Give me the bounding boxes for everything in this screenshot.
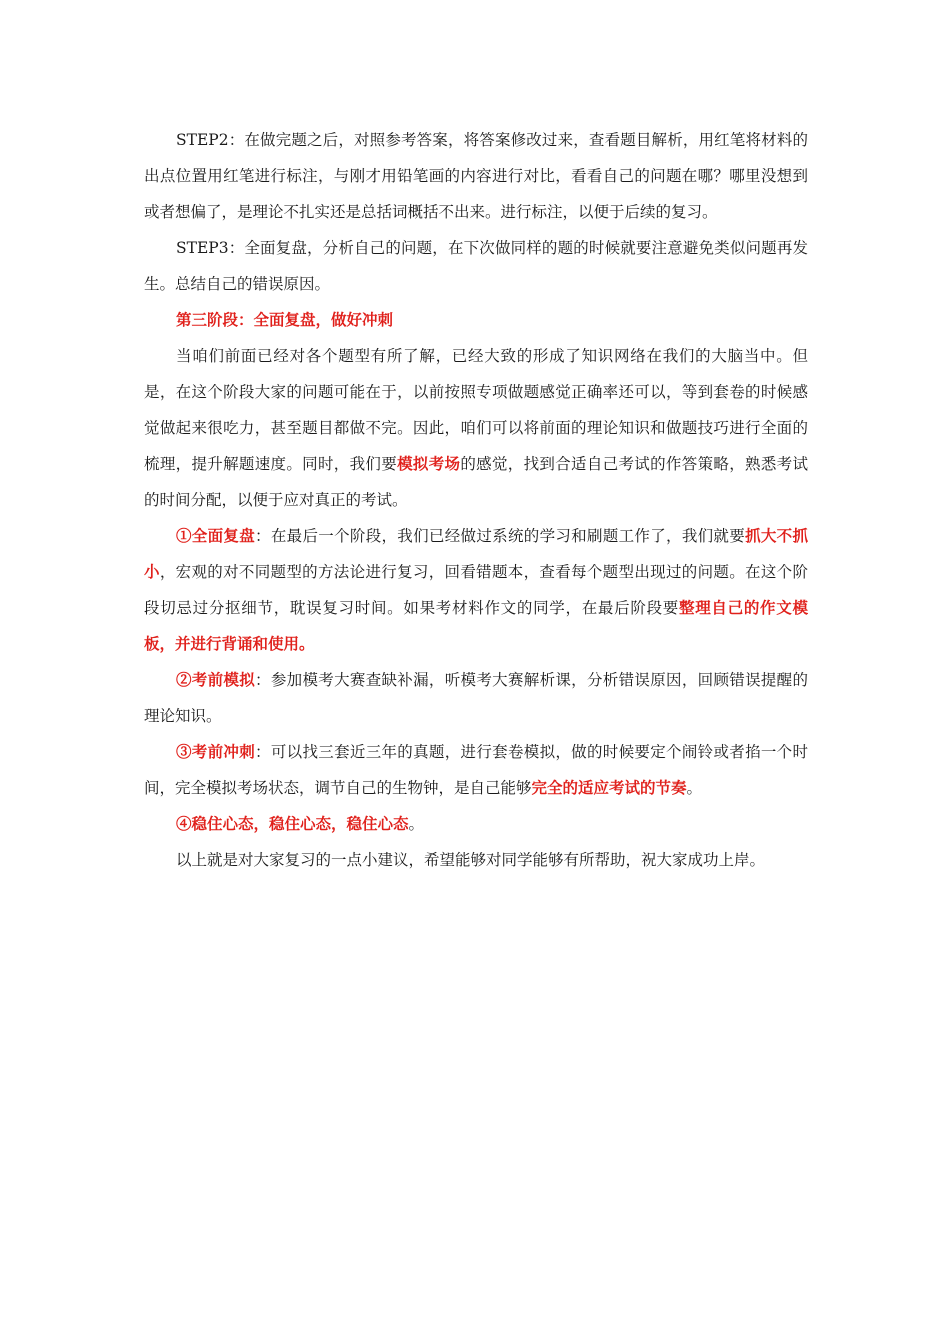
item1-highlight-2: 整理自己的作文模板，并进行背诵和使用。 — [144, 598, 808, 653]
paragraph-item4 — [144, 806, 808, 842]
item1-text-b: ，宏观的对不同题型的方法论进行复习，回看错题本，查看每个题型出现过的问题。在这个阶段切忌过分抠细节，耽误复习时间。如果考材料作文的同学，在最后阶段要 — [144, 563, 808, 617]
item3-text-a: ：可以找三套近三年的真题，进行套卷模拟，做的时候要定个闹铃或者掐一个时间，完全模拟考场状态，调节自己的生物钟，是自己能够 — [144, 743, 808, 797]
paragraph-stage3-intro — [144, 338, 808, 518]
item1-highlight: 抓大不抓小 — [144, 526, 808, 581]
step2-text: STEP2：在做完题之后，对照参考答案，将答案修改过来，查看题目解析，用红笔将材料的出点位置用红笔进行标注，与刚才用铅笔画的内容进行对比，看看自己的问题在哪？哪里没想到或者想偏了，是理论不扎实还是总括词概括不出来。进行标注，以便于后续的复习。 — [144, 131, 808, 221]
stage3-intro-highlight: 模拟考场 — [397, 454, 461, 473]
item3-highlight: 完全的适应考试的节奏 — [531, 778, 687, 797]
item1-text-a: ：在最后一个阶段，我们已经做过系统的学习和刷题工作了，我们就要 — [255, 527, 746, 545]
item2-label: ②考前模拟 — [176, 670, 256, 689]
item1-label: ①全面复盘 — [176, 526, 256, 545]
document-body — [144, 122, 808, 878]
item4-end: 。 — [408, 815, 425, 833]
stage3-intro-text-b: 的感觉，找到合适自己考试的作答策略，熟悉考试的时间分配，以便于应对真正的考试。 — [144, 455, 808, 509]
item3-label: ③考前冲刺 — [176, 742, 256, 761]
stage3-title: 第三阶段：全面复盘，做好冲刺 — [176, 310, 394, 329]
step3-text: STEP3：全面复盘，分析自己的问题，在下次做同样的题的时候就要注意避免类似问题再发生。总结自己的错误原因。 — [144, 239, 808, 293]
paragraph-closing — [144, 842, 808, 878]
paragraph-item1 — [144, 518, 808, 662]
stage3-heading — [144, 302, 808, 338]
paragraph-item3 — [144, 734, 808, 806]
item2-text: ：参加模考大赛查缺补漏，听模考大赛解析课，分析错误原因，回顾错误提醒的理论知识。 — [144, 671, 808, 725]
paragraph-step3 — [144, 230, 808, 302]
item4-label: ④稳住心态，稳住心态，稳住心态 — [176, 814, 409, 833]
paragraph-item2 — [144, 662, 808, 734]
closing-text: 以上就是对大家复习的一点小建议，希望能够对同学能够有所帮助，祝大家成功上岸。 — [176, 851, 766, 869]
paragraph-step2 — [144, 122, 808, 230]
item3-text-b: 。 — [686, 779, 703, 797]
stage3-intro-text-a: 当咱们前面已经对各个题型有所了解，已经大致的形成了知识网络在我们的大脑当中。但是，在这个阶段大家的问题可能在于，以前按照专项做题感觉正确率还可以，等到套卷的时候感觉做起来很吃力，甚至题目都做不完。因此，咱们可以将前面的理论知识和做题技巧进行全面的梳理，提升解题速度。同时，我们要 — [144, 347, 808, 473]
